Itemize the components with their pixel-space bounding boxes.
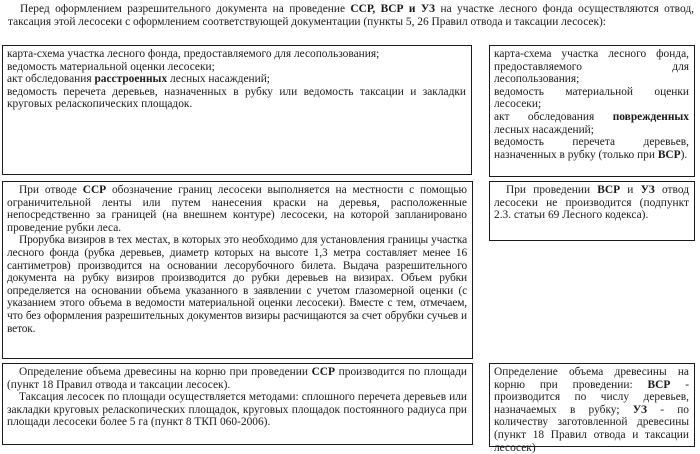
documents-box-right [489, 45, 695, 177]
volume-box-right [489, 363, 695, 454]
allotment-right-text: При проведении ВСР и УЗ отвод лесосеки не производится (подпункт 2.3. статьи 69 Лесного кодекса). [494, 184, 689, 222]
volume-paragraph: Определение объема древесины на корню при проведении ССР производится по площади (пункт 18 Правил отвода и таксации лесосек). [7, 366, 467, 391]
allotment-paragraph: При отводе ССР обозначение границ лесосеки выполняется на местности с помощью ограничительной ленты или путем нанесения краски на деревья, расположенные непосредственно за границей (на внешнем контуре) лесосеки, на которой запланировано проведение рубки леса. [7, 184, 467, 234]
doc-item: карта-схема участка лесного фонда, предоставляемого для лесопользования; [7, 48, 380, 60]
doc-item: ведомость материальной оценки лесосеки; [7, 60, 215, 73]
volume-right-text: Определение объема древесины на корню при проведении: ВСР - производится по числу деревьев, назначаемых в рубку; УЗ - по количеству заготовленной древесины (пункт 18 Правил отвода и таксации лесосек) [494, 366, 690, 454]
doc-item: ведомость материальной оценки лесосеки; [494, 85, 689, 111]
allotment-box-left [2, 181, 473, 359]
doc-item: акт обследования поврежденных лесных насаждений; [494, 110, 689, 136]
documents-box-left [2, 45, 472, 175]
allotment-box-right [489, 181, 695, 241]
intro-work-types: ССР, ВСР и УЗ [350, 3, 436, 15]
intro-text: Перед оформлением разрешительного документа на проведение ССР, ВСР и УЗ на участке лесного фонда осуществляются отвод, таксация этой лесосеки с оформлением соответствующей документации (пункты 5, 26 Правил отвода и таксации лесосек): [8, 3, 694, 28]
volume-paragraph: Таксация лесосек по площади осуществляется методами: сплошного перечета деревьев или закладки круговых реласкопических площадок, круговых площадок постоянного радиуса при площади лесосеки более 5 га (пункт 8 ТКП 060-2006). [7, 391, 467, 429]
allotment-paragraph: Прорубка визиров в тех местах, в которых это необходимо для установления границы участка лесного фонда (рубка деревьев, диаметр которых на высоте 1,3 метра составляет менее 16 сантиметров) производится на основании лесорубочного билета. Выдача разрешительного документа на рубку визиров производится до рубки деревьев на визирах. Объем рубки определяется на основании объема указанного в заявлении с учетом глазомерной оценки (с указанием этого объема в ведомости материальной оценки лесосеки). Вместе с тем, отмечаем, что без оформления разрешительных документов визиры расчищаются за счет обрубки сучьев и веток. [7, 234, 467, 335]
doc-item: акт обследования расстроенных лесных насаждений; [7, 73, 270, 86]
doc-item: карта-схема участка лесного фонда, предоставляемого для лесопользования; [494, 48, 689, 86]
doc-item: ведомость перечета деревьев, назначенных в рубку или ведомость таксации и закладки круговых реласкопических площадок. [7, 85, 466, 111]
doc-item: ведомость перечета деревьев, назначенных в рубку (только при ВСР). [494, 136, 689, 161]
intro-paragraph [6, 1, 696, 43]
volume-box-left [2, 363, 473, 445]
